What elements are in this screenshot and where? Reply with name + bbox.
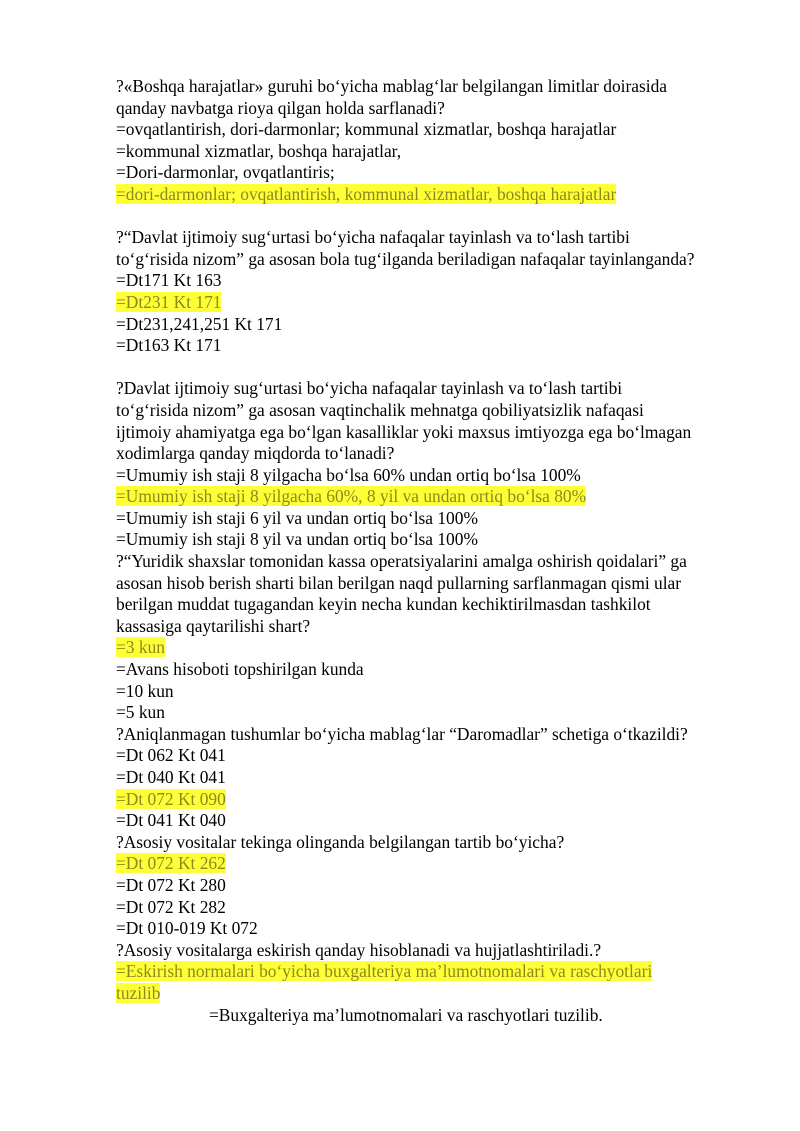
document-page	[116, 76, 766, 1026]
question-text: qanday navbatga rioya qilgan holda sarflanadi?	[116, 97, 445, 118]
correct-answer-highlight: tuzilib	[116, 982, 161, 1003]
answer-option: =kommunal xizmatlar, boshqa harajatlar,	[116, 140, 402, 161]
answer-option: =Dori-darmonlar, ovqatlantiris;	[116, 162, 335, 183]
answer-option: =5 kun	[116, 702, 165, 723]
question-text: ?«Boshqa harajatlar» guruhi bo‘yicha mablag‘lar belgilangan limitlar doirasida	[116, 76, 667, 96]
spacer	[116, 357, 766, 379]
answer-option: =ovqatlantirish, dori-darmonlar; kommunal xizmatlar, boshqa harajatlar	[116, 119, 617, 140]
answer-option: =Dt 062 Kt 041	[116, 745, 226, 766]
answer-option: =Dt171 Kt 163	[116, 270, 222, 291]
question-block	[116, 76, 766, 206]
question-text: to‘g‘risida nizom” ga asosan bola tug‘ilganda beriladigan nafaqalar tayinlanganda?	[116, 248, 695, 269]
question-text: kassasiga qaytarilishi shart?	[116, 615, 311, 636]
question-text: berilgan muddat tugagandan keyin necha kundan kechiktirilmasdan tashkilot	[116, 594, 651, 615]
question-text: asosan hisob berish sharti bilan berilgan naqd pullarning sarflanmagan qismi ular	[116, 572, 682, 593]
answer-option: =Umumiy ish staji 8 yil va undan ortiq bo‘lsa 100%	[116, 529, 478, 550]
correct-answer-highlight: =Dt231 Kt 171	[116, 291, 222, 312]
answer-option: =10 kun	[116, 680, 174, 701]
correct-answer-highlight: =dori-darmonlar; ovqatlantirish, kommunal xizmatlar, boshqa harajatlar	[116, 183, 617, 204]
question-text: ?Asosiy vositalar tekinga olinganda belgilangan tartib bo‘yicha?	[116, 831, 565, 852]
question-block	[116, 378, 766, 551]
spacer	[116, 206, 766, 228]
question-block	[116, 724, 766, 832]
correct-answer-highlight: =Dt 072 Kt 262	[116, 853, 226, 874]
answer-option: =Dt 041 Kt 040	[116, 810, 226, 831]
question-text: ?Davlat ijtimoiy sug‘urtasi bo‘yicha nafaqalar tayinlash va to‘lash tartibi	[116, 378, 623, 399]
correct-answer-highlight: =Eskirish normalari bo‘yicha buxgalteriya ma’lumotnomalari va raschyotlari	[116, 961, 653, 982]
question-block	[116, 227, 766, 357]
answer-option: =Umumiy ish staji 8 yilgacha bo‘lsa 60% undan ortiq bo‘lsa 100%	[116, 464, 581, 485]
question-text: ijtimoiy ahamiyatga ega bo‘lgan kasalliklar yoki maxsus imtiyozga ega bo‘lmagan	[116, 421, 692, 442]
answer-option: =Umumiy ish staji 6 yil va undan ortiq bo‘lsa 100%	[116, 507, 478, 528]
answer-option: =Dt 040 Kt 041	[116, 767, 226, 787]
question-text: ?Aniqlanmagan tushumlar bo‘yicha mablag‘lar “Daromadlar” schetiga o‘tkazildi?	[116, 723, 688, 744]
answer-option: =Buxgalteriya ma’lumotnomalari va raschyotlari tuzilib.	[209, 1004, 603, 1025]
correct-answer-highlight: =Dt 072 Kt 090	[116, 788, 226, 809]
question-text: ?“Yuridik shaxslar tomonidan kassa operatsiyalarini amalga oshirish qoidalari” ga	[116, 551, 687, 572]
question-block	[116, 551, 766, 724]
answer-option: =Dt 010-019 Kt 072	[116, 918, 258, 939]
question-block	[116, 832, 766, 940]
question-text: ?“Davlat ijtimoiy sug‘urtasi bo‘yicha nafaqalar tayinlash va to‘lash tartibi	[116, 227, 630, 248]
answer-option: =Avans hisoboti topshirilgan kunda	[116, 659, 364, 680]
question-text: ?Asosiy vositalarga eskirish qanday hisoblanadi va hujjatlashtiriladi.?	[116, 939, 602, 960]
answer-option: =Dt163 Kt 171	[116, 335, 222, 356]
answer-option: =Dt231,241,251 Kt 171	[116, 313, 283, 334]
question-block	[116, 940, 766, 1026]
question-text: xodimlarga qanday miqdorda to‘lanadi?	[116, 443, 395, 464]
question-text: to‘g‘risida nizom” ga asosan vaqtinchalik mehnatga qobiliyatsizlik nafaqasi	[116, 399, 644, 420]
correct-answer-highlight: =3 kun	[116, 637, 165, 658]
correct-answer-highlight: =Umumiy ish staji 8 yilgacha 60%, 8 yil va undan ortiq bo‘lsa 80%	[116, 486, 587, 507]
answer-option: =Dt 072 Kt 280	[116, 874, 226, 895]
answer-option: =Dt 072 Kt 282	[116, 896, 226, 917]
